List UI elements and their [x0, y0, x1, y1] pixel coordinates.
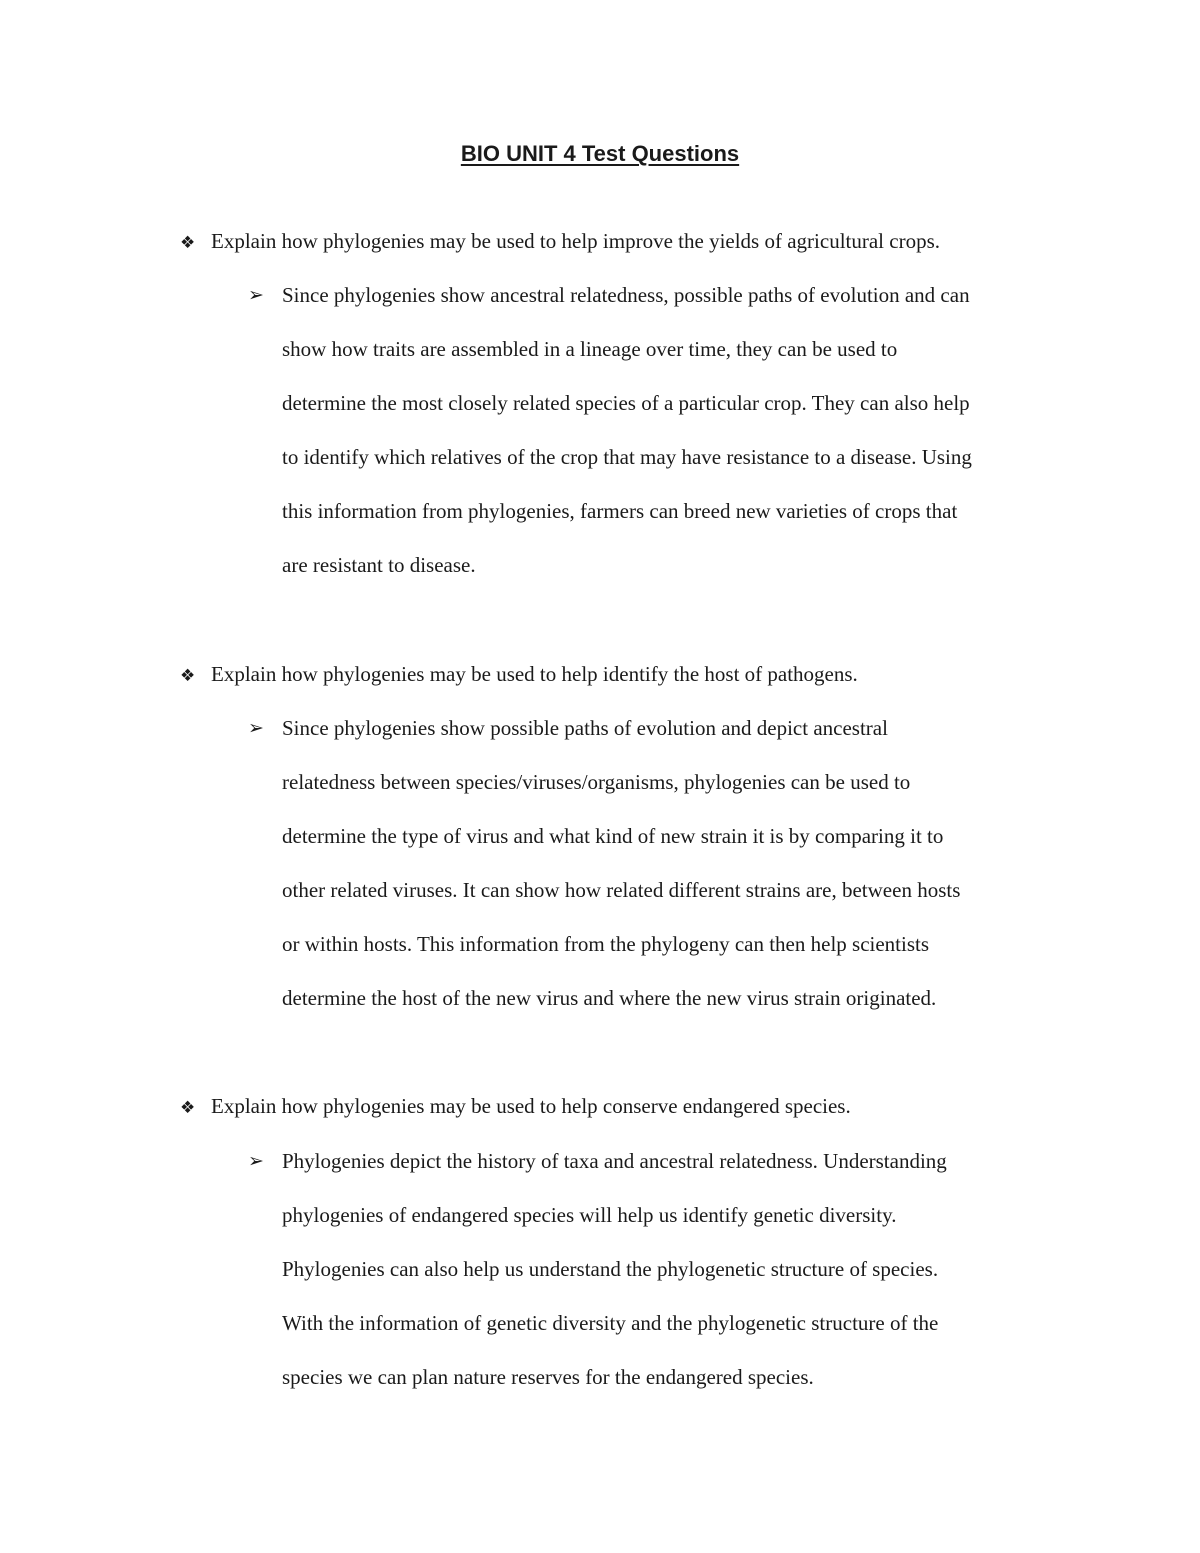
answer-1	[248, 268, 1068, 592]
answer-line: other related viruses. It can show how related different strains are, between hosts	[282, 878, 961, 902]
answer-line: determine the type of virus and what kind of new strain it is by comparing it to	[282, 824, 944, 848]
page-title: BIO UNIT 4 Test Questions	[460, 141, 740, 166]
answer-3	[248, 1134, 1068, 1404]
arrow-bullet-icon: ➢	[248, 284, 264, 306]
answer-line: show how traits are assembled in a lineage over time, they can be used to	[282, 337, 898, 361]
diamond-bullet-icon: ❖	[180, 233, 196, 253]
answer-2	[248, 701, 1068, 1025]
question-text: Explain how phylogenies may be used to help identify the host of pathogens.	[211, 662, 858, 686]
answer-line: to identify which relatives of the crop that may have resistance to a disease. Using	[282, 445, 972, 469]
question-3	[180, 1091, 1140, 1123]
answer-line: determine the most closely related species of a particular crop. They can also help	[282, 391, 970, 415]
answer-line: relatedness between species/viruses/organisms, phylogenies can be used to	[282, 770, 911, 794]
arrow-bullet-icon: ➢	[248, 717, 264, 739]
question-text: Explain how phylogenies may be used to help improve the yields of agricultural crops.	[211, 229, 940, 253]
question-2	[180, 659, 1140, 691]
arrow-bullet-icon: ➢	[248, 1150, 264, 1172]
diamond-bullet-icon: ❖	[180, 1098, 196, 1118]
answer-line: Phylogenies depict the history of taxa and ancestral relatedness. Understanding	[282, 1149, 947, 1173]
answer-line: this information from phylogenies, farmers can breed new varieties of crops that	[282, 499, 958, 523]
answer-line: Phylogenies can also help us understand the phylogenetic structure of species.	[282, 1257, 939, 1281]
answer-line: determine the host of the new virus and where the new virus strain originated.	[282, 986, 937, 1010]
diamond-bullet-icon: ❖	[180, 666, 196, 686]
question-1	[180, 226, 1140, 258]
answer-line: phylogenies of endangered species will help us identify genetic diversity.	[282, 1203, 897, 1227]
answer-line: Since phylogenies show ancestral relatedness, possible paths of evolution and can	[282, 283, 970, 307]
answer-line: species we can plan nature reserves for the endangered species.	[282, 1365, 814, 1389]
answer-line: or within hosts. This information from the phylogeny can then help scientists	[282, 932, 930, 956]
answer-line: Since phylogenies show possible paths of evolution and depict ancestral	[282, 716, 888, 740]
question-text: Explain how phylogenies may be used to help conserve endangered species.	[211, 1094, 851, 1118]
answer-line: are resistant to disease.	[282, 553, 476, 577]
answer-line: With the information of genetic diversity and the phylogenetic structure of the	[282, 1311, 939, 1335]
